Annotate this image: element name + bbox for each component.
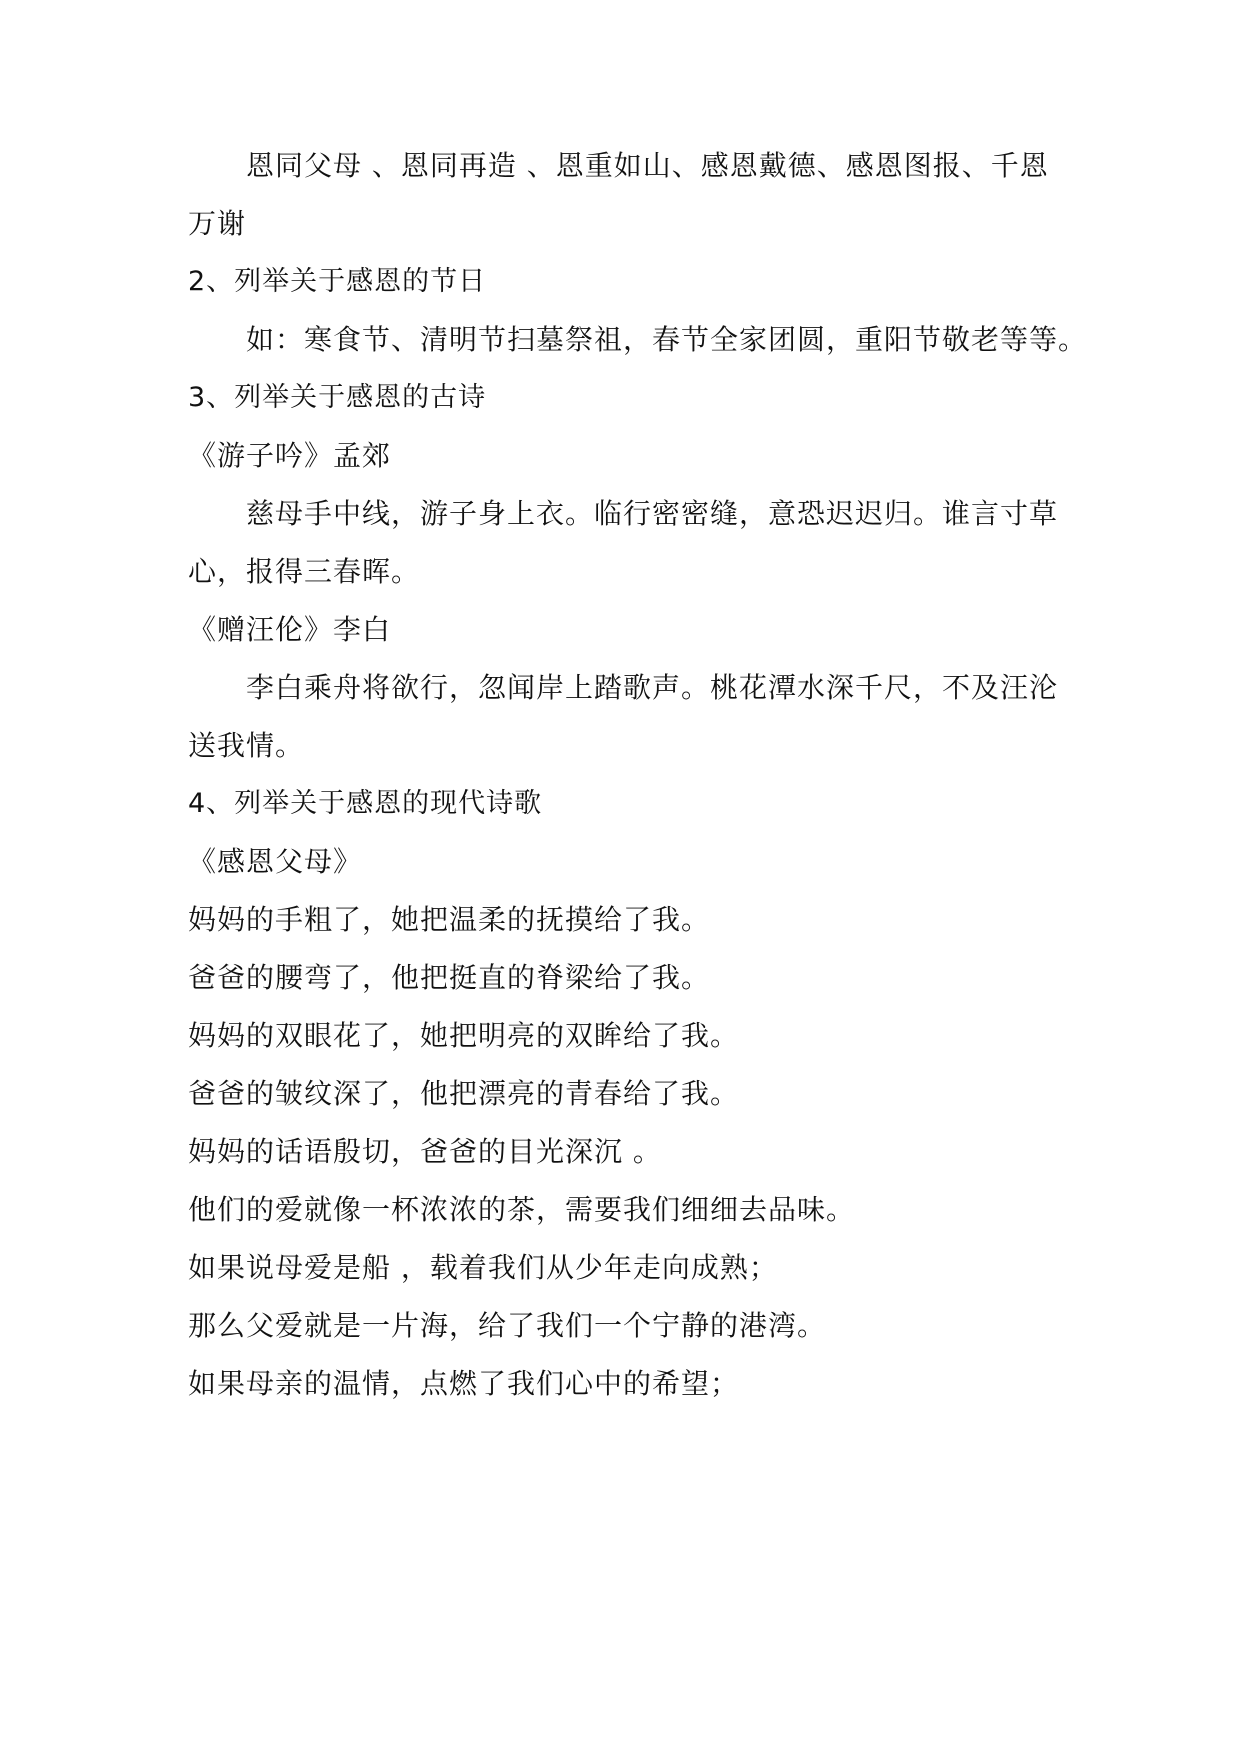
section-3-heading: 3、列举关于感恩的古诗 — [188, 382, 487, 413]
modern-poem-line: 妈妈的双眼花了，她把明亮的双眸给了我。 — [188, 1019, 740, 1052]
modern-poem-line: 爸爸的皱纹深了，他把漂亮的青春给了我。 — [188, 1077, 740, 1110]
idioms-line-2: 万谢 — [188, 207, 247, 240]
modern-poem-line: 如果母亲的温情，点燃了我们心中的希望； — [188, 1367, 740, 1400]
modern-poem-line: 妈妈的话语殷切，爸爸的目光深沉 。 — [188, 1135, 662, 1168]
poem-1-title: 《游子吟》孟郊 — [188, 439, 392, 472]
modern-poem-title: 《感恩父母》 — [188, 845, 363, 878]
idioms-line-1: 恩同父母 、恩同再造 、恩重如山、感恩戴德、感恩图报、千恩 — [246, 149, 1049, 182]
section-2-heading: 2、列举关于感恩的节日 — [188, 266, 487, 297]
poem-2-line-1: 李白乘舟将欲行，忽闻岸上踏歌声。桃花潭水深千尺，不及汪沦 — [246, 671, 1059, 704]
poem-1-line-1: 慈母手中线，游子身上衣。临行密密缝，意恐迟迟归。谁言寸草 — [246, 497, 1059, 530]
modern-poem-line: 他们的爱就像一杯浓浓的茶，需要我们细细去品味。 — [188, 1193, 856, 1226]
poem-2-line-2: 送我情。 — [188, 729, 305, 762]
poem-2-title: 《赠汪伦》李白 — [188, 613, 392, 646]
poem-1-line-2: 心，报得三春晖。 — [188, 555, 421, 588]
section-2-body: 如：寒食节、清明节扫墓祭祖，春节全家团圆，重阳节敬老等等。 — [246, 323, 1088, 356]
modern-poem-line: 妈妈的手粗了，她把温柔的抚摸给了我。 — [188, 903, 711, 936]
modern-poem-line: 那么父爱就是一片海，给了我们一个宁静的港湾。 — [188, 1309, 827, 1342]
section-4-heading: 4、列举关于感恩的现代诗歌 — [188, 788, 543, 819]
modern-poem-line: 爸爸的腰弯了，他把挺直的脊梁给了我。 — [188, 961, 711, 994]
modern-poem-line: 如果说母爱是船 ，载着我们从少年走向成熟； — [188, 1251, 778, 1284]
